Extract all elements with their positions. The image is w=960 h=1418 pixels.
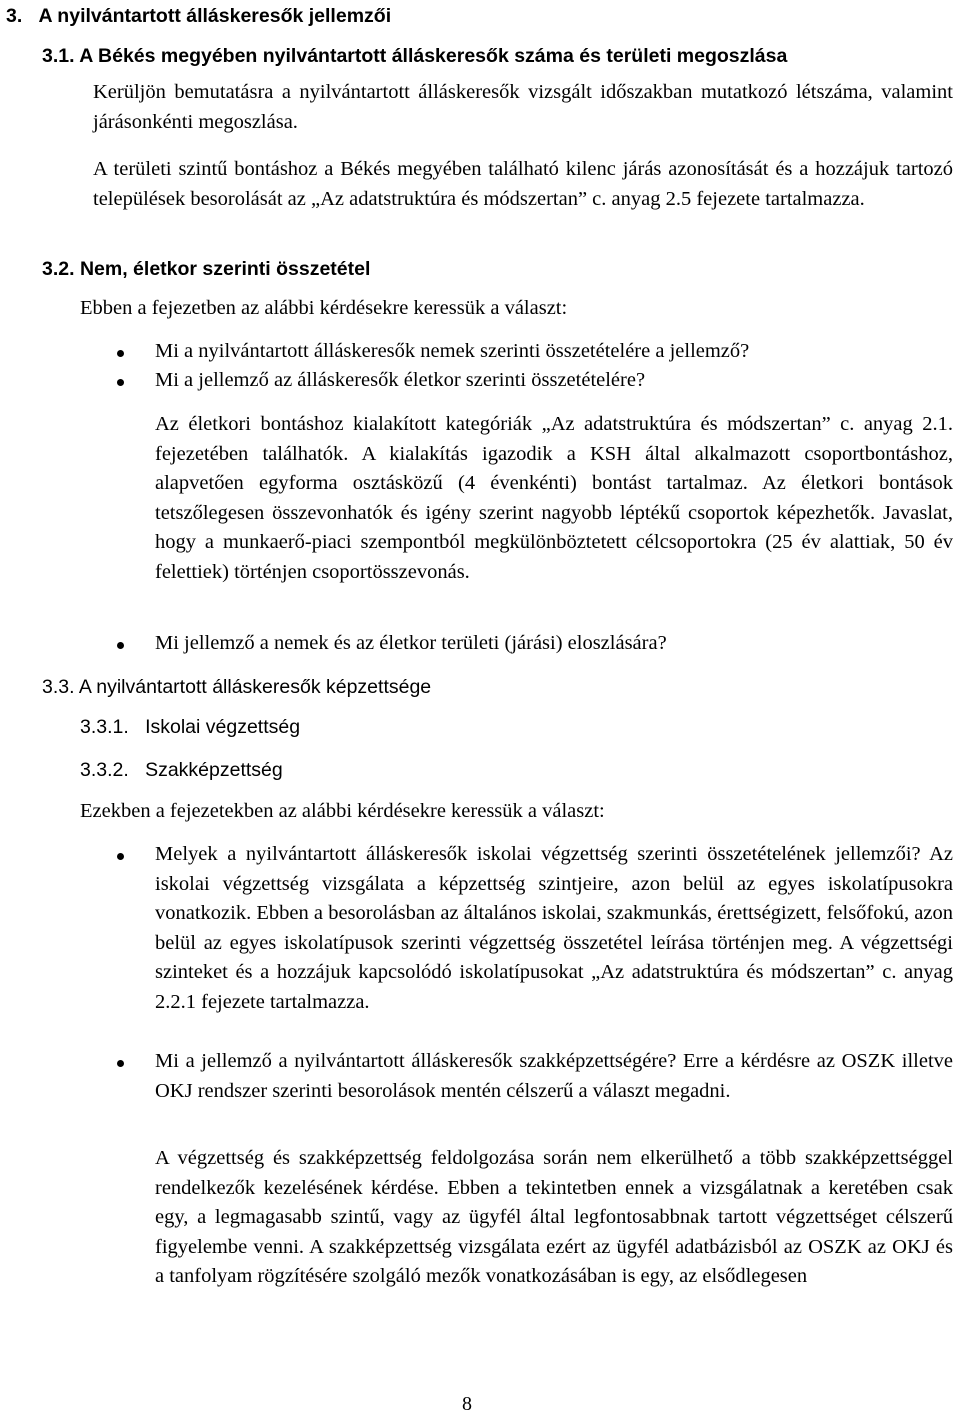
bullet-item-4: Melyek a nyilvántartott álláskeresők iskolai végzettség szerinti összetételének jellemzői? Az iskolai végzettség vizsgálata a képzettség szintjeire, azon belül az egyes iskolatípusokra vonatkozik. Ebben a besorolásban az általános iskolai, szakmunkás, érettségizett, felsőfokú, azon belül az egyes iskolatípusok szerinti végzettség összetétel leírása történjen meg. A végzettségi szinteket és a hozzájuk kapcsolódó iskolatípusokat „Az adatstruktúra és módszertan” c. anyag 2.2.1 fejezete tartalmazza. — [155, 843, 953, 1013]
section-3-3-1-title: Iskolai végzettség — [145, 716, 301, 738]
bullet-dot — [117, 853, 124, 860]
bullet-dot — [117, 1060, 124, 1067]
section-3-1-number: 3.1. — [42, 45, 75, 67]
section-3-heading — [6, 5, 391, 28]
paragraph-6: A végzettség és szakképzettség feldolgozása során nem elkerülhető a több szakképzettséggel rendelkezők kezelésének kérdése. Ebben a tekintetben ennek a vizsgálatnak a keretében csak egy, a legmagasabb szintű, vagy az ügyfél által legfontosabbnak tartott végzettséget célszerű figyelembe venni. A szakképzettség vizsgálata ezért az ügyfél adatbázisból az OSZK az OKJ és a tanfolyam rögzítésére szolgáló mezők vonatkozásában is egy, az elsődlegesen — [155, 1147, 953, 1287]
paragraph-1: Kerüljön bemutatásra a nyilvántartott álláskeresők vizsgált időszakban mutatkozó létszáma, valamint járásonkénti megoszlása. — [93, 81, 953, 133]
section-3-1-heading — [42, 45, 787, 68]
section-3-3-2-title: Szakképzettség — [145, 759, 283, 781]
section-3-2-number: 3.2. — [42, 258, 75, 280]
bullet-dot — [117, 350, 124, 357]
section-3-3-2-number: 3.3.2. — [80, 759, 129, 781]
section-3-2-title: Nem, életkor szerinti összetétel — [79, 258, 371, 280]
section-3-3-1-number: 3.3.1. — [80, 716, 129, 738]
bullet-item-3: Mi jellemző a nemek és az életkor területi (járási) eloszlására? — [155, 632, 667, 654]
bullet-item-2: Mi a jellemző az álláskeresők életkor szerinti összetételére? — [155, 369, 646, 391]
bullet-dot — [117, 379, 124, 386]
section-3-3-heading — [42, 676, 431, 699]
section-3-title: A nyilvántartott álláskeresők jellemzői — [38, 5, 392, 27]
section-3-1-title: A Békés megyében nyilvántartott álláskeresők száma és területi megoszlása — [79, 45, 788, 67]
paragraph-4: Az életkori bontáshoz kialakított kategóriák „Az adatstruktúra és módszertan” c. anyag 2.1. fejezetében találhatók. A kialakítás igazodik a KSH által alkalmazott csoportbontáshoz, alapvetően egyforma osztásközű (4 évenkénti) bontást tartalmaz. Az életkori bontások tetszőlegesen összevonhatók és igény szerint nagyobb léptékű csoportok képezhetők. Javaslat, hogy a munkaerő-piaci szempontból megkülönböztetett célcsoportokra (25 év alattiak, 50 év felettiek) történjen csoportösszevonás. — [155, 413, 953, 583]
section-3-2-heading — [42, 258, 370, 281]
page-number: 8 — [462, 1393, 472, 1415]
section-3-3-title: A nyilvántartott álláskeresők képzettsége — [78, 676, 432, 698]
section-3-3-2-heading — [80, 759, 283, 782]
paragraph-3: Ebben a fejezetben az alábbi kérdésekre keressük a választ: — [80, 297, 568, 319]
bullet-item-1: Mi a nyilvántartott álláskeresők nemek szerinti összetételére a jellemző? — [155, 340, 750, 362]
paragraph-5: Ezekben a fejezetekben az alábbi kérdésekre keressük a választ: — [80, 800, 605, 822]
bullet-dot — [117, 642, 124, 649]
section-3-3-number: 3.3. — [42, 676, 75, 698]
bullet-item-5: Mi a jellemző a nyilvántartott álláskeresők szakképzettségére? Erre a kérdésre az OSZK illetve OKJ rendszer szerinti besorolások mentén célszerű a választ megadni. — [155, 1050, 953, 1102]
section-3-3-1-heading — [80, 716, 300, 739]
paragraph-2: A területi szintű bontáshoz a Békés megyében található kilenc járás azonosítását és a hozzájuk tartozó települések besorolását az „Az adatstruktúra és módszertan” c. anyag 2.5 fejezete tartalmazza. — [93, 158, 953, 210]
section-3-number: 3. — [6, 5, 23, 27]
